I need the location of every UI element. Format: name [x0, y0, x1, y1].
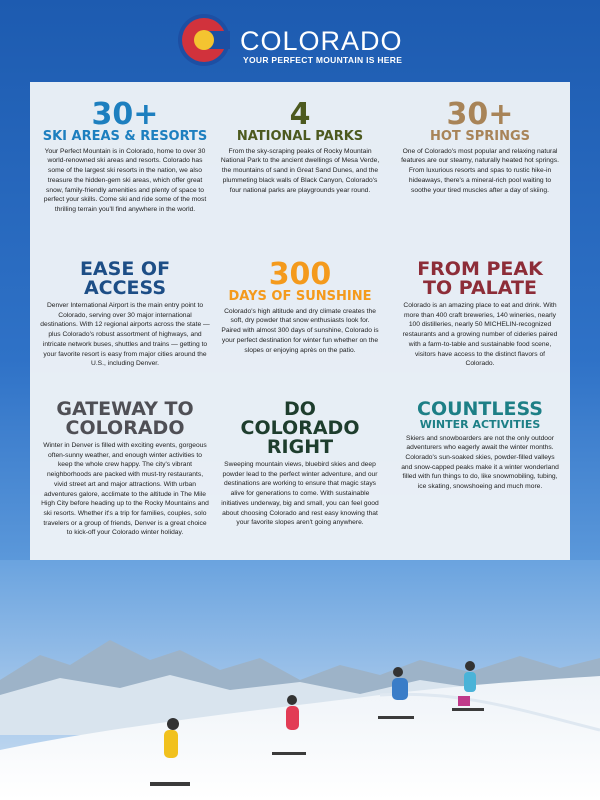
- winter-activities-heading: COUNTLESS: [417, 398, 543, 420]
- peak-to-palate-card: [400, 260, 560, 369]
- hot-springs-text: One of Colorado's most popular and relaxing natural features are our steamy, naturally heated hot springs. From luxurious resorts and spas to rustic hike-in hideaways, there's a mineral-rich pool waiting to soothe your tired muscles after a day of skiing.: [401, 147, 559, 194]
- peak-to-palate-text: Colorado is an amazing place to eat and drink. With more than 400 craft breweries, 140 wineries, nearly 100 distilleries, nearly 50 MICHELIN-recognized restaurants and a growing number of cideries paired with a farm-to-table and sustainable food scene, visitors have access to the distinct flavors of Colorado.: [402, 302, 558, 368]
- gateway-heading-2: COLORADO: [65, 417, 185, 439]
- gateway-text: Winter in Denver is filled with exciting events, gorgeous often-sunny weather, and enough winter activities to keep the whole crew happy. The city's vibrant neighborhoods are packed with must-try restaurants, vivid street art and major attractions. With urban adventures galore, acclimate to the altitude in The Mile High City before heading up to the Rocky Mountains and ski resorts. Whether it's a trip for families, couples, solo travelers or a group of friends, Denver is a great choice to kick-off your Colorado winter holiday.: [41, 442, 209, 537]
- gateway-heading-1: GATEWAY TO: [56, 398, 194, 420]
- content-panel: [30, 82, 570, 570]
- national-parks-heading: NATIONAL PARKS: [236, 129, 364, 144]
- national-parks-card: [220, 97, 380, 195]
- ski-areas-heading: SKI AREAS & RESORTS: [42, 129, 208, 144]
- do-colorado-right-text: Sweeping mountain views, bluebird skies and deep powder lead to the perfect winter adventure, and our destinations are working to ensure that magic stays alive for generations to come. With sustainable initiatives underway, big and small, you can feel good about choosing Colorado and rest easy knowing that your favorite slopes aren't going anywhere.: [221, 461, 379, 527]
- winter-activities-text: Skiers and snowboarders are not the only outdoor adventurers who eagerly await the winter months. Colorado's sun-soaked skies, powder-filled valleys and snow-capped peaks make it a winter wonderland filled with fun things to do, like snowmobiling, tubing, ice skating, snowshoeing and much more.: [401, 434, 559, 491]
- peak-to-palate-heading-1: FROM PEAK: [417, 258, 543, 280]
- hot-springs-heading: HOT SPRINGS: [430, 129, 530, 144]
- hot-springs-count: 30+: [446, 97, 514, 132]
- sunshine-card: [220, 257, 380, 355]
- winter-activities-subheading: WINTER ACTIVITIES: [419, 418, 541, 431]
- ease-of-access-heading: EASE OF ACCESS: [79, 258, 171, 299]
- do-colorado-right-heading-1: DO: [284, 398, 316, 420]
- ski-areas-card: [40, 97, 210, 215]
- do-colorado-right-heading-2: COLORADO: [240, 417, 360, 439]
- ease-of-access-text: Denver International Airport is the main entry point to Colorado, serving over 30 major international destinations. With 12 regional airports across the state — plus Colorado's robust assortment of highways, and intricate network buses, shuttles and trains — getting to your favorite resort is easy from major cities around the U.S., including Denver.: [40, 302, 210, 368]
- ease-of-access-card: [40, 260, 210, 369]
- do-colorado-right-card: [220, 400, 380, 528]
- ski-areas-count: 30+: [91, 97, 159, 132]
- brand-name: COLORADO: [240, 26, 403, 56]
- peak-to-palate-heading-2: TO PALATE: [423, 277, 537, 299]
- colorado-c-logo-icon: [178, 14, 230, 66]
- sunshine-count: 300: [268, 257, 332, 292]
- winter-activities-card: [400, 400, 560, 492]
- ski-areas-text: Your Perfect Mountain is in Colorado, home to over 30 world-renowned ski areas and resorts. Colorado has some of the largest ski resorts in the nation, we also treasure the hidden-gem ski areas, which offer great snow, family-friendly amenities and plenty of space to perfect your skills. Come ski and ride some of the most thrilling terrain you'll find anywhere in the world.: [43, 147, 207, 213]
- sunshine-text: Colorado's high altitude and dry climate creates the soft, dry powder that snow enthusiasts look for. Paired with almost 300 days of sunshine, Colorado is your perfect destination for winter fun whether on the slopes or enjoying après on the patio.: [221, 307, 379, 354]
- sunshine-heading: DAYS OF SUNSHINE: [228, 289, 372, 304]
- do-colorado-right-heading-3: RIGHT: [266, 436, 334, 458]
- national-parks-count: 4: [289, 97, 311, 132]
- header: [0, 0, 600, 80]
- national-parks-text: From the sky-scraping peaks of Rocky Mountain National Park to the ancient dwellings of Mesa Verde, the mountains of sand in Great Sand Dunes, and the plummeting black walls of Black Canyon, Colorado's four national parks are playgrounds year round.: [220, 147, 380, 194]
- gateway-card: [40, 400, 210, 538]
- ski-slope-photo: [0, 560, 600, 800]
- hot-springs-card: [400, 97, 560, 195]
- tagline: YOUR PERFECT MOUNTAIN IS HERE: [243, 55, 403, 65]
